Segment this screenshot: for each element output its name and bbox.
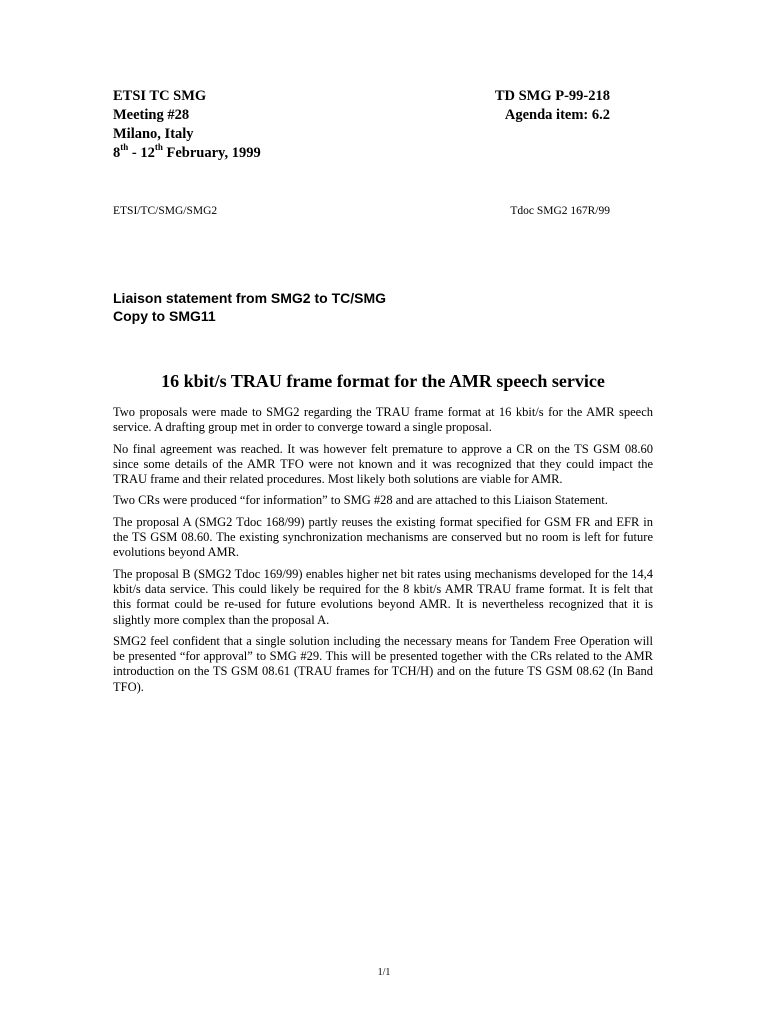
paragraph: SMG2 feel confident that a single solution including the necessary means for Tandem Free Operation will be presented “for approval” to SMG #29. This will be presented together with the CRs related to the AMR introduction on the TS GSM 08.61 (TRAU frames for TCH/H) and on the future TS GSM 08.62 (In Band TFO). (113, 633, 653, 694)
agenda-item: Agenda item: 6.2 (504, 107, 610, 123)
paragraph: The proposal B (SMG2 Tdoc 169/99) enables higher net bit rates using mechanisms developed for the 14,4 kbit/s data service. This could likely be required for the 8 kbit/s AMR TRAU frame format. It is felt that this format could be re-used for future evolutions beyond AMR. It is nevertheless recognized that it is slightly more complex than the proposal A. (113, 566, 653, 627)
document-body (113, 405, 653, 701)
liaison-heading (113, 289, 386, 325)
meeting-date: 8th - 12th February, 1999 (113, 142, 261, 161)
liaison-line-1: Liaison statement from SMG2 to TC/SMG (113, 290, 387, 306)
doc-number: TD SMG P-99-218 (494, 88, 610, 104)
document-title: 16 kbit/s TRAU frame format for the AMR speech service (161, 371, 605, 391)
page-number: 1/1 (377, 967, 391, 978)
paragraph: No final agreement was reached. It was however felt premature to approve a CR on the TS GSM 08.60 since some details of the AMR TFO were not known and it was recognized that they could impact the TRAU frame and their related procedures. Most likely both solutions are viable for AMR. (113, 441, 653, 487)
liaison-line-2: Copy to SMG11 (113, 308, 216, 324)
header-left (113, 87, 261, 163)
source-group: ETSI/TC/SMG/SMG2 (113, 205, 218, 217)
paragraph: Two CRs were produced “for information” to SMG #28 and are attached to this Liaison Statement. (113, 493, 608, 508)
paragraph: Two proposals were made to SMG2 regarding the TRAU frame format at 16 kbit/s for the AMR speech service. A drafting group met in order to converge toward a single proposal. (113, 405, 653, 435)
org-name: ETSI TC SMG (113, 88, 207, 104)
meeting-number: Meeting #28 (113, 107, 190, 123)
header-right (495, 87, 610, 125)
tdoc-number: Tdoc SMG2 167R/99 (510, 205, 610, 217)
meeting-location: Milano, Italy (113, 126, 194, 142)
paragraph: The proposal A (SMG2 Tdoc 168/99) partly reuses the existing format specified for GSM FR and EFR in the TS GSM 08.60. The existing synchronization mechanisms are conserved but no room is left for future evolutions beyond AMR. (113, 514, 653, 560)
